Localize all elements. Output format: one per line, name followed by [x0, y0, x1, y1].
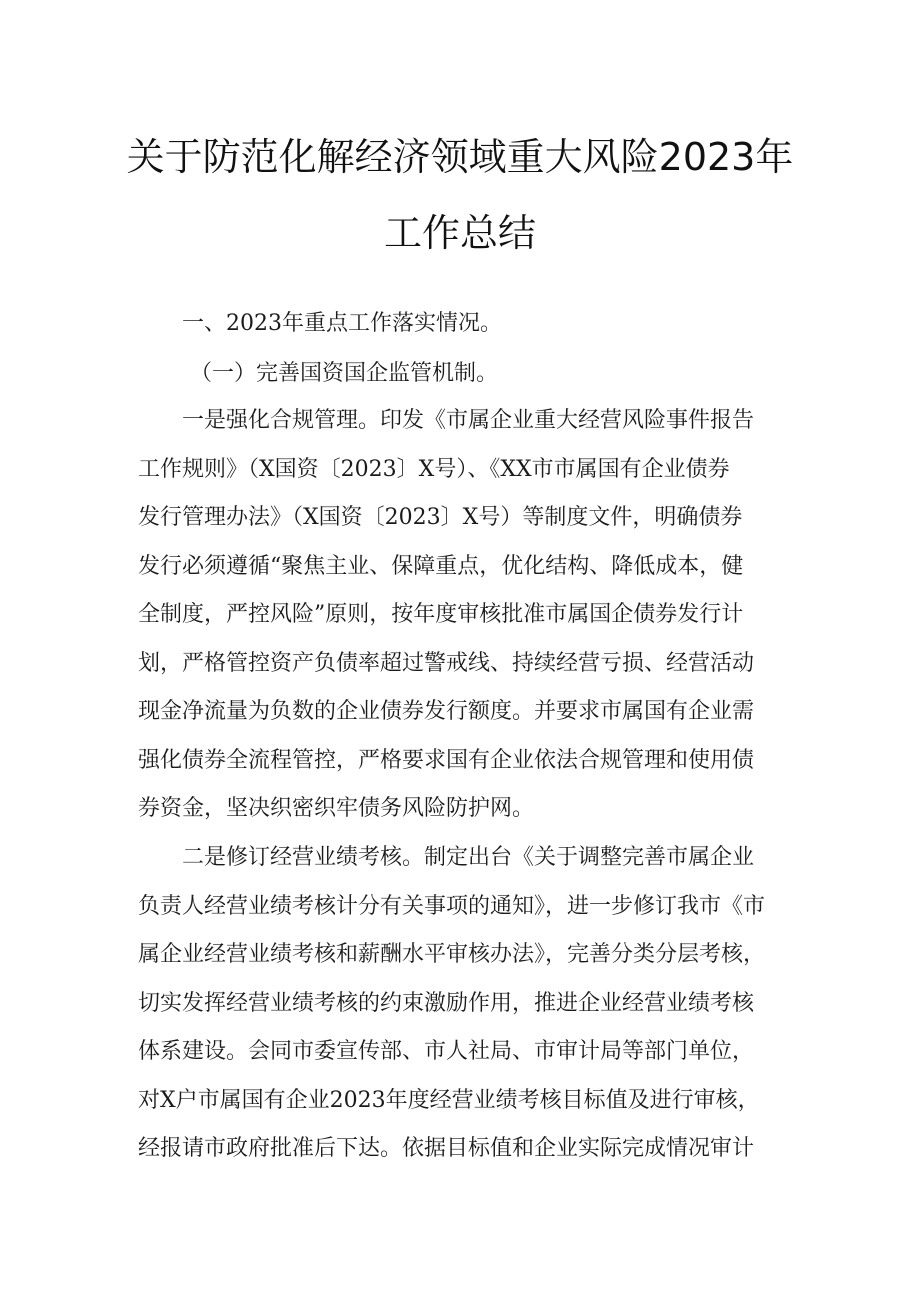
- paragraph-line: 现金净流量为负数的企业债券发行额度。并要求市属国有企业需: [138, 699, 755, 724]
- paragraph-line: 券资金，坚决织密织牢债务风险防护网。: [138, 796, 535, 821]
- paragraph-performance-assessment: [138, 834, 798, 1174]
- paragraph-line: 强化债券全流程管控，严格要求国有企业依法合规管理和使用债: [138, 747, 755, 773]
- paragraph-line: 二是修订经营业绩考核。制定出台《关于调整完善市属企业: [182, 845, 755, 870]
- document-title-line-2: 工作总结: [383, 211, 536, 255]
- paragraph-line: 属企业经营业绩考核和薪酬水平审核办法》，完善分类分层考核，: [138, 942, 766, 967]
- paragraph-line: 发行管理办法》（X国资〔2023〕X号）等制度文件，明确债券: [138, 505, 743, 530]
- paragraph-line: 全制度，严控风险”原则，按年度审核批准市属国企债券发行计: [138, 602, 744, 627]
- paragraph-line: 切实发挥经营业绩考核的约束激励作用，推进企业经营业绩考核: [138, 990, 755, 1016]
- paragraph-line: 经报请市政府批准后下达。依据目标值和企业实际完成情况审计: [138, 1136, 755, 1161]
- paragraph-line: 发行必须遵循“聚焦主业、保障重点，优化结构、降低成本，健: [138, 553, 744, 579]
- paragraph-compliance: [138, 397, 798, 834]
- paragraph-line: 工作规则》（X国资〔2023〕X号）、《XX市市属国有企业债券: [138, 456, 730, 482]
- subsection-heading: （一）完善国资国企监管机制。: [190, 361, 499, 386]
- paragraph-line: 体系建设。会同市委宣传部、市人社局、市审计局等部门单位，: [138, 1039, 755, 1064]
- section-heading: 一、2023年重点工作落实情况。: [182, 311, 502, 336]
- paragraph-line: 对X户市属国有企业2023年度经营业绩考核目标值及进行审核，: [138, 1087, 760, 1113]
- document-title-line-1: 关于防范化解经济领域重大风险2023年: [126, 135, 794, 179]
- paragraph-line: 划，严格管控资产负债率超过警戒线、持续经营亏损、经营活动: [138, 650, 755, 676]
- paragraph-line: 负责人经营业绩考核计分有关事项的通知》，进一步修订我市《市: [138, 893, 766, 919]
- paragraph-line: 一是强化合规管理。印发《市属企业重大经营风险事件报告: [182, 408, 755, 433]
